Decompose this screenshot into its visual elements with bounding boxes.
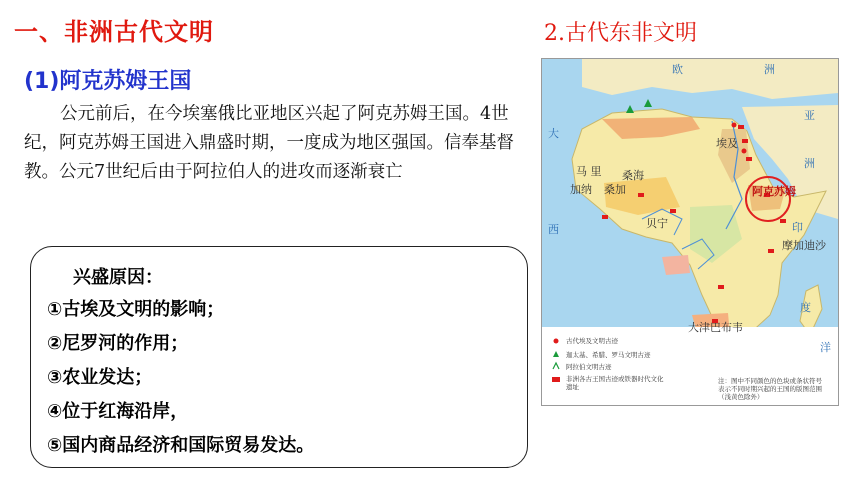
- egypt-site-icon: [732, 123, 737, 128]
- legend-entry: 阿拉伯文明古迹: [566, 363, 612, 371]
- reasons-heading: 兴盛原因：: [73, 267, 163, 288]
- aksum-label: 阿克苏姆: [752, 185, 796, 198]
- songhai-label: 桑海: [622, 169, 644, 182]
- site-marker: [768, 249, 774, 253]
- body-paragraph: 公元前后，在今埃塞俄比亚地区兴起了阿克苏姆王国。4世纪，阿克苏姆王国进入鼎盛时期，一度成为地区强国。信奉基督教。公元7世纪后由于阿拉伯人的进攻而逐渐衰亡: [24, 104, 514, 182]
- europe-label: 洲: [764, 63, 775, 76]
- map-title: 2.古代东非文明: [544, 21, 697, 46]
- sub-title: (1)阿克苏姆王国: [24, 69, 192, 94]
- kanem-label: 桑加: [604, 183, 626, 196]
- zimbabwe-label: 大津巴布韦: [688, 321, 743, 334]
- europe-landmass: [582, 59, 838, 99]
- site-marker: [670, 209, 676, 213]
- legend-entry: 迦太基、希腊、罗马文明古迹: [566, 351, 651, 359]
- reason-item: ①古埃及文明的影响；: [47, 299, 225, 320]
- ghana-label: 加纳: [570, 183, 592, 196]
- atlantic-label: 大: [548, 127, 559, 140]
- africa-map: [541, 58, 839, 406]
- site-marker: [602, 215, 608, 219]
- site-marker: [780, 219, 786, 223]
- asia-label: 洲: [804, 157, 815, 170]
- egypt-site-icon: [742, 149, 747, 154]
- central-region: [662, 255, 690, 275]
- benin-label: 贝宁: [646, 217, 668, 230]
- site-marker: [742, 139, 748, 143]
- indian-ocean-label: 度: [800, 301, 811, 314]
- egypt-label: 埃及: [716, 137, 738, 150]
- reason-item: ④位于红海沿岸，: [47, 401, 189, 422]
- site-marker: [746, 157, 752, 161]
- carthage-site-icon: [644, 99, 652, 107]
- europe-label: 欧: [672, 63, 683, 76]
- site-marker: [738, 125, 744, 129]
- reason-item: ②尼罗河的作用；: [47, 333, 189, 354]
- reason-item: ⑤国内商品经济和国际贸易发达。: [47, 435, 315, 456]
- legend-entry: 非洲各古王国古迹或铁器时代文化遗址: [566, 375, 664, 391]
- site-marker: [718, 285, 724, 289]
- carthage-site-icon: [626, 105, 634, 113]
- indian-ocean-label: 印: [792, 221, 803, 234]
- legend-entry: 古代埃及文明古迹: [566, 337, 618, 345]
- asia-label: 亚: [804, 109, 815, 122]
- reason-item: ③农业发达；: [47, 367, 153, 388]
- legend-egypt-icon: [554, 339, 559, 344]
- reasons-box: [30, 246, 528, 468]
- indian-ocean-label: 洋: [820, 341, 831, 354]
- section-title: 一、非洲古代文明: [14, 18, 214, 46]
- atlantic-label: 西: [548, 223, 559, 236]
- mali-label: 马 里: [576, 165, 602, 178]
- mogadishu-label: 摩加迪沙: [782, 239, 826, 252]
- site-marker: [638, 193, 644, 197]
- legend-kingdom-icon: [552, 377, 560, 382]
- map-note: 注：图中不同颜色的色块或条状符号表示不同时期兴起的王国的版图范围（浅黄色除外）: [718, 377, 822, 401]
